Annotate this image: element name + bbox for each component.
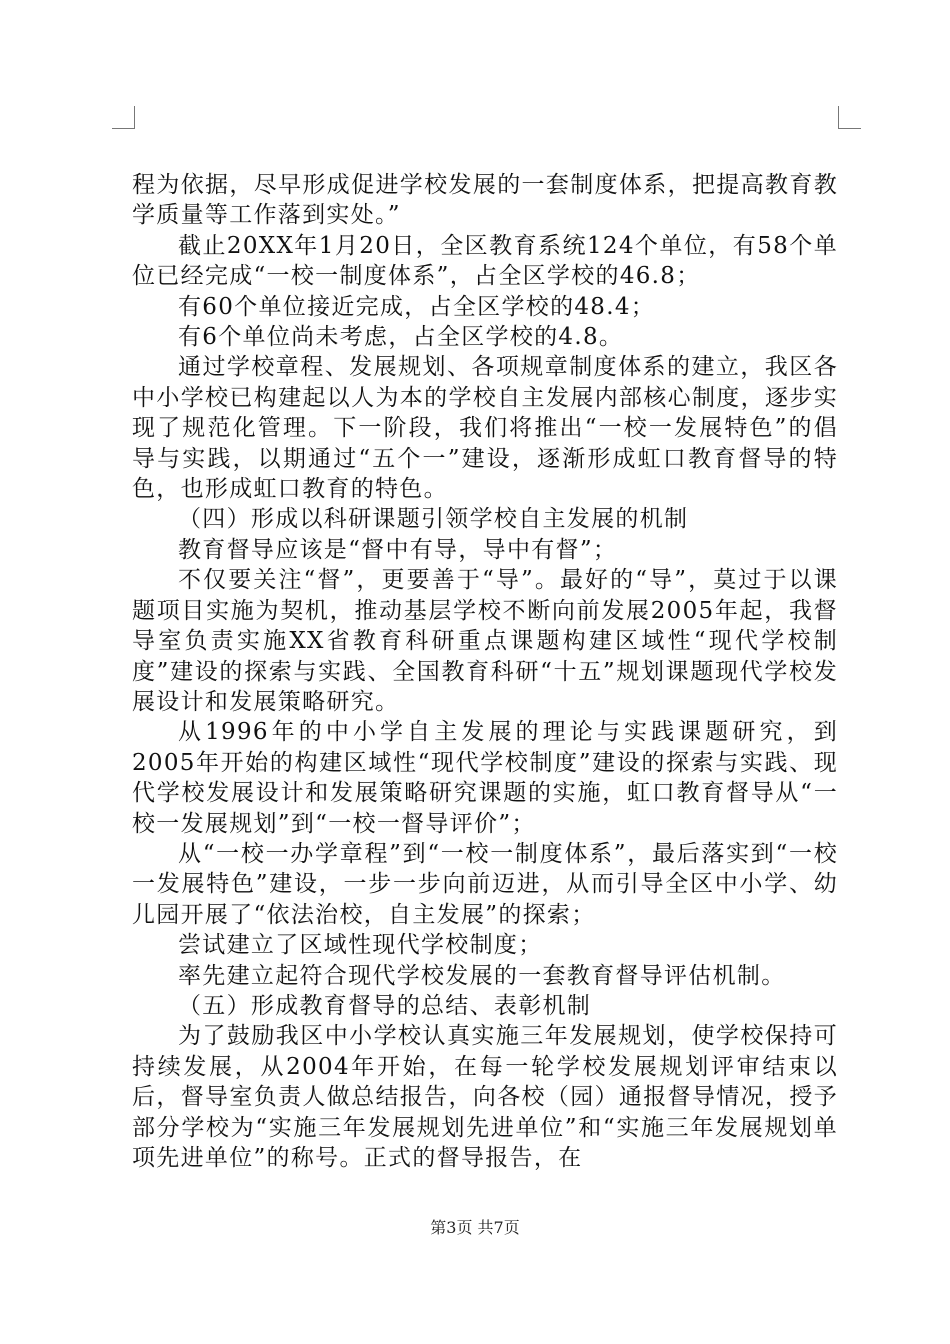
paragraph: 程为依据，尽早形成促进学校发展的一套制度体系，把提高教育教学质量等工作落到实处。” [132,172,838,229]
paragraph: 从1996年的中小学自主发展的理论与实践课题研究，到2005年开始的构建区域性“现代学校制度”建设的探索与实践、现代学校发展设计和发展策略研究课题的实施，虹口教育督导从“一校一发展规划”到“一校一督导评价”； [132,719,838,837]
paragraph: 教育督导应该是“督中有导，导中有督”； [178,536,618,563]
paragraph: 不仅要关注“督”，更要善于“导”。最好的“导”，莫过于以课题项目实施为契机，推动基层学校不断向前发展2005年起，我督导室负责实施XX省教育科研重点课题构建区域性“现代学校制度”建设的探索与实践、全国教育科研“十五”规划课题现代学校发展设计和发展策略研究。 [132,567,838,715]
paragraph: 通过学校章程、发展规划、各项规章制度体系的建立，我区各中小学校已构建起以人为本的学校自主发展内部核心制度，逐步实现了规范化管理。下一阶段，我们将推出“一校一发展特色”的倡导与实践，以期通过“五个一”建设，逐渐形成虹口教育督导的特色，也形成虹口教育的特色。 [132,354,838,503]
page-footer: 第3页 共7页 [430,1218,520,1237]
paragraph: 尝试建立了区域性现代学校制度； [178,932,543,959]
crop-mark-top-right [838,106,861,129]
document-body [132,170,838,1173]
paragraph: 为了鼓励我区中小学校认真实施三年发展规划，使学校保持可持续发展，从2004年开始，在每一轮学校发展规划评审结束以后，督导室负责人做总结报告，向各校（园）通报督导情况，授予部分学校为“实施三年发展规划先进单位”和“实施三年发展规划单项先进单位”的称号。正式的督导报告，在 [132,1023,838,1171]
paragraph: 率先建立起符合现代学校发展的一套教育督导评估机制。 [178,962,786,989]
paragraph: 有6个单位尚未考虑，占全区学校的4.8。 [178,324,624,351]
section-heading: （五）形成教育督导的总结、表彰机制 [178,992,592,1019]
section-heading: （四）形成以科研课题引领学校自主发展的机制 [178,506,689,533]
paragraph: 截止20XX年1月20日，全区教育系统124个单位，有58个单位已经完成“一校一制度体系”，占全区学校的46.8； [132,232,838,290]
crop-mark-top-left [112,106,135,129]
paragraph: 从“一校一办学章程”到“一校一制度体系”，最后落实到“一校一发展特色”建设，一步一步向前迈进，从而引导全区中小学、幼儿园开展了“依法治校，自主发展”的探索； [132,840,838,928]
paragraph: 有60个单位接近完成，占全区学校的48.4； [178,293,656,320]
